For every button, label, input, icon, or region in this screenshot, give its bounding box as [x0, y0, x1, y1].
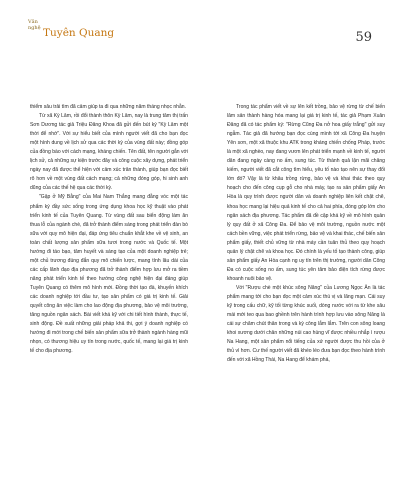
- paragraph-my-bang: "Gập ở Mỹ Bằng" của Mai Nam Thắng mang đằng vóc một tác phẩm ký đầy sức sống trong ứng dụng khoa học kỹ thuật vào phát triển kinh tế của Tuyên Quang. Từ vùng đất sau biển động làm ăn thua lỗ của ngành chè, đã trở thành điểm sáng trong phát triển đàn bò sữa với quy mô hiện đại, đáp ứng tiêu chuẩn khắt khe về vệ sinh, an toàn chất lượng sản phẩm sữa tươi trong nước và Quốc tế. Một hướng đi táo bạo, tâm huyết và sáng tạo của một doanh nghiệp trẻ; một chủ trương đúng đắn quy mô chiến lược, mang tính lâu dài của các cấp lãnh đạo địa phương đã trở thành điểm hợp lưu mở ra tiềm năng phát triển kinh tế theo hướng công nghệ hiện đại đáng giúp Tuyên Quang có thêm mô hình mới. Đồng thời tạo đà, khuyến khích các doanh nghiệp tới đầu tư, tạo sản phẩm có giá trị kinh tế. Giải quyết công ăn việc làm cho lao động địa phương, bảo vệ môi trường, tăng nguồn ngân sách. Bài viết khá kỹ với chi tiết hình thành, thực tế, sinh động. Đề xuất những giải pháp khả thi, gợi ý doanh nghiệp có hướng đi mới trong chế biến sản phẩm sữa trở thành ngành hàng mũi nhọn, có thương hiệu uy tín trong nước, quốc tế, mang lại giá trị kinh tế cho địa phương.: [30, 194, 188, 355]
- paragraph-cong-da: Trong tác phẩm viết về sự lên kết trồng, bảo vệ rừng từ chế biến lâm sản thành hàng hóa mang lại giá trị kinh tế, tác giả Phạm Xuân Đăng đã có tác phẩm ký: "Rừng Cũng Đa nở hoa giấy trắng" gửi suy ngẫm. Tác giả đã hướng bạn đọc cùng mình tới xã Công Đa huyện Yên sơn, một xã thuộc khu ATK trong kháng chiến chống Pháp, trước là một xã nghèo, nay đang vươn lên phát triển mạnh về kinh tế, người dân đang ngày càng no ấm, sung túc. Từ thành quả lận mãi chăng kiếm, người viết đã cắt công tìm hiểu, yêu tố nào tạo nên sự thay đổi lớn đó? Vậy là từ khâu trồng rừng, bảo vệ và khai thác theo quy hoạch cho đến công cụp gỗ cho nhà máy, tạo ra sản phẩm giấy An Hòa là quy trình được người dân và doanh nghiệp liên kết chặt chẽ, khoa học mang lại hiệu quả kinh tế cho cả hai phía, đóng góp lớn cho ngân sách địa phương. Tác phẩm đã đề cập khá kỹ về mô hình quản lý quy đất ở xã Công Đa. Để bảo vệ môi trường, nguồn nước một cách bền vững, việc phát triển rừng, bảo vệ và khai thác, chế biến sản phẩm giấy, thiết chủ vững từ nhà máy cần tuân thủ theo quy hoạch quản lý chặt chẽ và khoa học. Đó chính là yếu tố tạo thành công, giúp sản phẩm giấy An Hòa cạnh ng uy tín trên thị trường, người dân Công Đa có cuộc sống no ấm, sung túc yên tâm bảo điện tích rừng được khoanh nuôi bảo vệ.: [227, 104, 385, 282]
- logo-small-line-1: Văn: [28, 19, 38, 25]
- paragraph-continuation: thiểm sâu trải tìm đã cảm giúp ta đi qua những năm tháng nhọc nhằn.: [30, 104, 187, 110]
- page-number: 59: [355, 30, 372, 45]
- paragraph-ky-lam: Từ xã Kỳ Lâm, rồi đổi thành thôn Kỳ Lâm, nay là trung tâm thị trấn Sơn Dương tác giả Triệu Đăng Khoa đã gửi đến bút ký "Kỳ Lâm một thời để nhớ". Với sự hiểu biết của mình người viết đã cho bạn đọc một hình dung về lịch sử qua các thời kỳ của vùng đất này; đồng góp của đồng bào với cách mạng, kháng chiến. Tên đất, tên người gắn với lịch sử, cả những sự kiện trước đây và công cuộc xây dựng, phát triển ngày nay đã được thể hiện với cảm xúc trân thành, giúp bạn đọc biết rõ hơn về một vùng đất cách mạng; cả những đóng góp, hi sinh anh dũng của các thế hệ qua các thời kỳ.: [30, 113, 188, 192]
- logo-title: Tuyên Quang: [43, 27, 115, 39]
- left-column: [30, 103, 188, 356]
- page-header: [0, 0, 402, 44]
- right-column: [227, 103, 385, 365]
- logo-small-text: [28, 20, 41, 31]
- magazine-logo: [28, 19, 148, 41]
- paragraph-song-nang: Với "Rượu chè một khúc sông Năng" của Lương Ngọc Ân là tác phẩm mang tới cho bạn đọc một cảm xúc thú vị và lãng mạn. Cái suy kỹ trong cấu chữ, kỹ tối từng khúc suối, dòng nước với ra từ khe sâu mái mới teo qua bao ghềnh trên hành trình hợp lưu vào sông Năng là cái sự chăm chút thân trong và kỳ công lắm lắm. Trên con sông loang khoi xương dưới chân những núi cao hùng vĩ được nhiều nhắp ì rượu Na Hang, một sản phẩm nổi tiếng của xứ người được thu hồi của ở thủ vì hơn. Cư thế người viết đã khéo léo đưa bạn đọc theo hành trình đến với xã Hồng Thái, Na Hang để khám phá,: [227, 284, 385, 364]
- logo-small-line-2: nghệ: [28, 24, 41, 31]
